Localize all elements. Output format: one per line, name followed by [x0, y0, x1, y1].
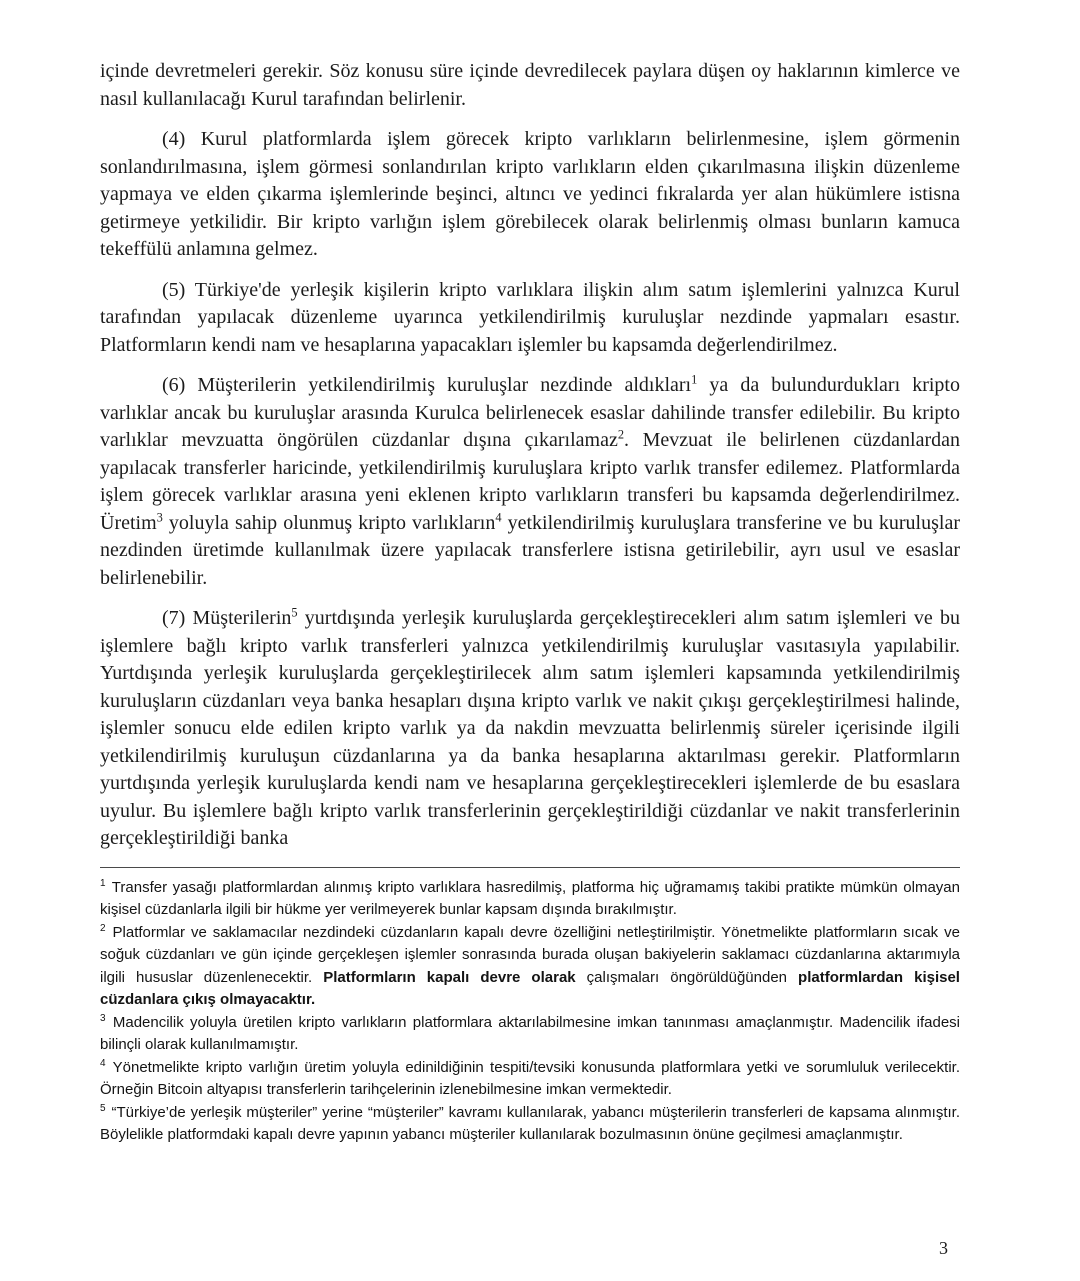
text-segment: içinde devretmeleri gerekir. Söz konusu süre içinde devredilecek paylara düşen oy haklarının kimlerce ve nasıl kullanılacağı Kurul tarafından belirlenir. — [100, 60, 960, 110]
text-segment: (5) Türkiye'de yerleşik kişilerin kripto varlıklara ilişkin alım satım işlemlerini yalnızca Kurul tarafından yapılacak düzenleme uyarınca yetkilendirilmiş kuruluşlar nezdinde yapmaları esastır. Platformların kendi nam ve hesaplarına yapacakları işlemler bu kapsamda değerlendirilmez. — [100, 278, 960, 356]
body-text — [100, 58, 960, 853]
text-segment: (4) Kurul platformlarda işlem görecek kripto varlıkların belirlenmesine, işlem görmenin sonlandırılmasına, işlem görmesi sonlandırılan kripto varlıkların elden çıkarılmasına ilişkin düzenleme yapmaya ve elden çıkarma işlemlerinde beşinci, altıncı ve yedinci fıkralarda yer alan hükümlere istisna getirmeye yetkilidir. Bir kripto varlığın işlem görebilecek olarak belirlenmiş olması bunların kamuca tekeffülü anlamına gelmez. — [100, 128, 960, 260]
text-segment: Yönetmelikte kripto varlığın üretim yoluyla edinildiğinin tespiti/tevsiki konusunda platformlara yetki ve sorumluluk verilecektir. Örneğin Bitcoin altyapısı transferlerin tarihçelerinin izlenebilmesine imkan vermektedir. — [100, 1058, 960, 1098]
footnote-marker: 2 — [100, 922, 106, 934]
footnote — [100, 1057, 960, 1102]
text-segment: Madencilik yoluyla üretilen kripto varlıkların platformlara aktarılabilmesine imkan tanınması amaçlanmıştır. Madencilik ifadesi bilinçli olarak kullanılmamıştır. — [100, 1013, 960, 1053]
footnote-separator — [100, 867, 960, 868]
text-segment: yetkilendirilmiş kuruluşlara transferine ve bu kuruluşlar nezdinden üretimde kullanılmak üzere yapılacak transferlere istisna getirilebilir, ayrı usul ve esaslar belirlenebilir. — [100, 511, 960, 589]
text-segment: Platformlar ve saklamacılar nezdindeki cüzdanların kapalı devre özelliğini netleştirilmiştir. Yönetmelikte platformların sıcak ve soğuk cüzdanları ve gün içinde gerçekleşen işlemler sonrasında burada oluşan bakiyelerin saklamacı cüzdanlarına aktarımıyla ilgili hususlar düzenlenecektir. — [100, 923, 960, 986]
footnote-reference: 3 — [156, 509, 163, 524]
footnote — [100, 1012, 960, 1057]
footnotes-section — [100, 877, 960, 1147]
text-segment: yurtdışında yerleşik kuruluşlarda gerçekleştirecekleri alım satım işlemleri ve bu işlemlere bağlı kripto varlık transferleri yalnızca yetkilendirilmiş kuruluşlar vasıtasıyla yapılabilir. Yurtdışında yerleşik kuruluşlarda gerçekleştirilecek alım satım işlemleri kapsamında yetkilendirilmiş kuruluşların cüzdanları veya banka hesapları dışına kripto varlık ve nakit çıkışı gerçekleştirilmesi halinde, işlemler sonucu elde edilen kripto varlık ya da nakdin mevzuatta belirlenmiş süreler içerisinde ilgili yetkilendirilmiş kuruluşun cüzdanlarına ya da banka hesaplarına aktarılması gerekir. Platformların yurtdışında yerleşik kuruluşlarda kendi nam ve hesaplarına gerçekleştirecekleri işlemlerde de bu esaslara uyulur. Bu işlemlere bağlı kripto varlık transferlerinin gerçekleştirildiği cüzdanlar ve nakit transferlerinin gerçekleştirildiği banka — [100, 607, 960, 849]
footnote — [100, 877, 960, 922]
footnote — [100, 1102, 960, 1147]
text-segment: (6) Müşterilerin yetkilendirilmiş kuruluşlar nezdinde aldıkları — [162, 374, 692, 396]
bold-text-segment: platformlardan kişisel cüzdanlara çıkış olmayacaktır. — [100, 968, 960, 1008]
footnote-marker: 4 — [100, 1057, 106, 1069]
bold-text-segment: Platformların kapalı devre olarak — [323, 968, 576, 986]
text-segment: Transfer yasağı platformlardan alınmış kripto varlıklara hasredilmiş, platforma hiç uğramamış takibi pratikte mümkün olmayan kişisel cüzdanlarla ilgili bir hükme yer verilmeyerek bunlar kapsam dışında bırakılmıştır. — [100, 878, 960, 918]
text-segment: çalışmaları öngörüldüğünden — [575, 968, 799, 986]
footnote-reference: 2 — [617, 427, 625, 442]
page-number: 3 — [939, 1238, 948, 1258]
footnote-marker: 1 — [100, 877, 106, 889]
body-paragraph — [100, 277, 960, 360]
text-segment: yoluyla sahip olunmuş kripto varlıkların — [162, 511, 496, 534]
text-segment: ya da bulundurdukları kripto varlıklar ancak bu kuruluşlar arasında Kurulca belirlenecek esaslar dahilinde transfer edilebilir. Bu kripto varlıklar mevzuatta öngörülen cüzdanlar dışına çıkarılamaz — [100, 374, 960, 451]
text-segment: “Türkiye’de yerleşik müşteriler” yerine “müşteriler” kavramı kullanılarak, yabancı müşterilerin transferleri de kapsama alınmıştır. Böylelikle platformdaki kapalı devre yapının yabancı müşteriler kullanılarak bozulmasının önüne geçilmesi amaçlanmıştır. — [100, 1103, 960, 1143]
footnote-marker: 5 — [100, 1102, 106, 1114]
footnote — [100, 922, 960, 1012]
footnote-reference: 5 — [291, 605, 298, 620]
footnote-reference: 4 — [495, 509, 502, 524]
body-paragraph — [100, 605, 960, 853]
text-segment: . Mevzuat ile belirlenen cüzdanlardan yapılacak transferler haricinde, yetkilendirilmiş kuruluşlara kripto varlık transfer edilemez. Platformlarda işlem görecek varlıklar arasına yeni eklenen kripto varlıkların transferi bu kapsamda değerlendirilmez. Üretim — [100, 429, 960, 534]
body-paragraph — [100, 372, 960, 592]
text-segment: (7) Müşterilerin — [162, 607, 292, 629]
body-paragraph — [100, 126, 960, 264]
footnote-marker: 3 — [100, 1012, 106, 1024]
body-paragraph — [100, 58, 960, 113]
footnote-reference: 1 — [691, 372, 698, 387]
